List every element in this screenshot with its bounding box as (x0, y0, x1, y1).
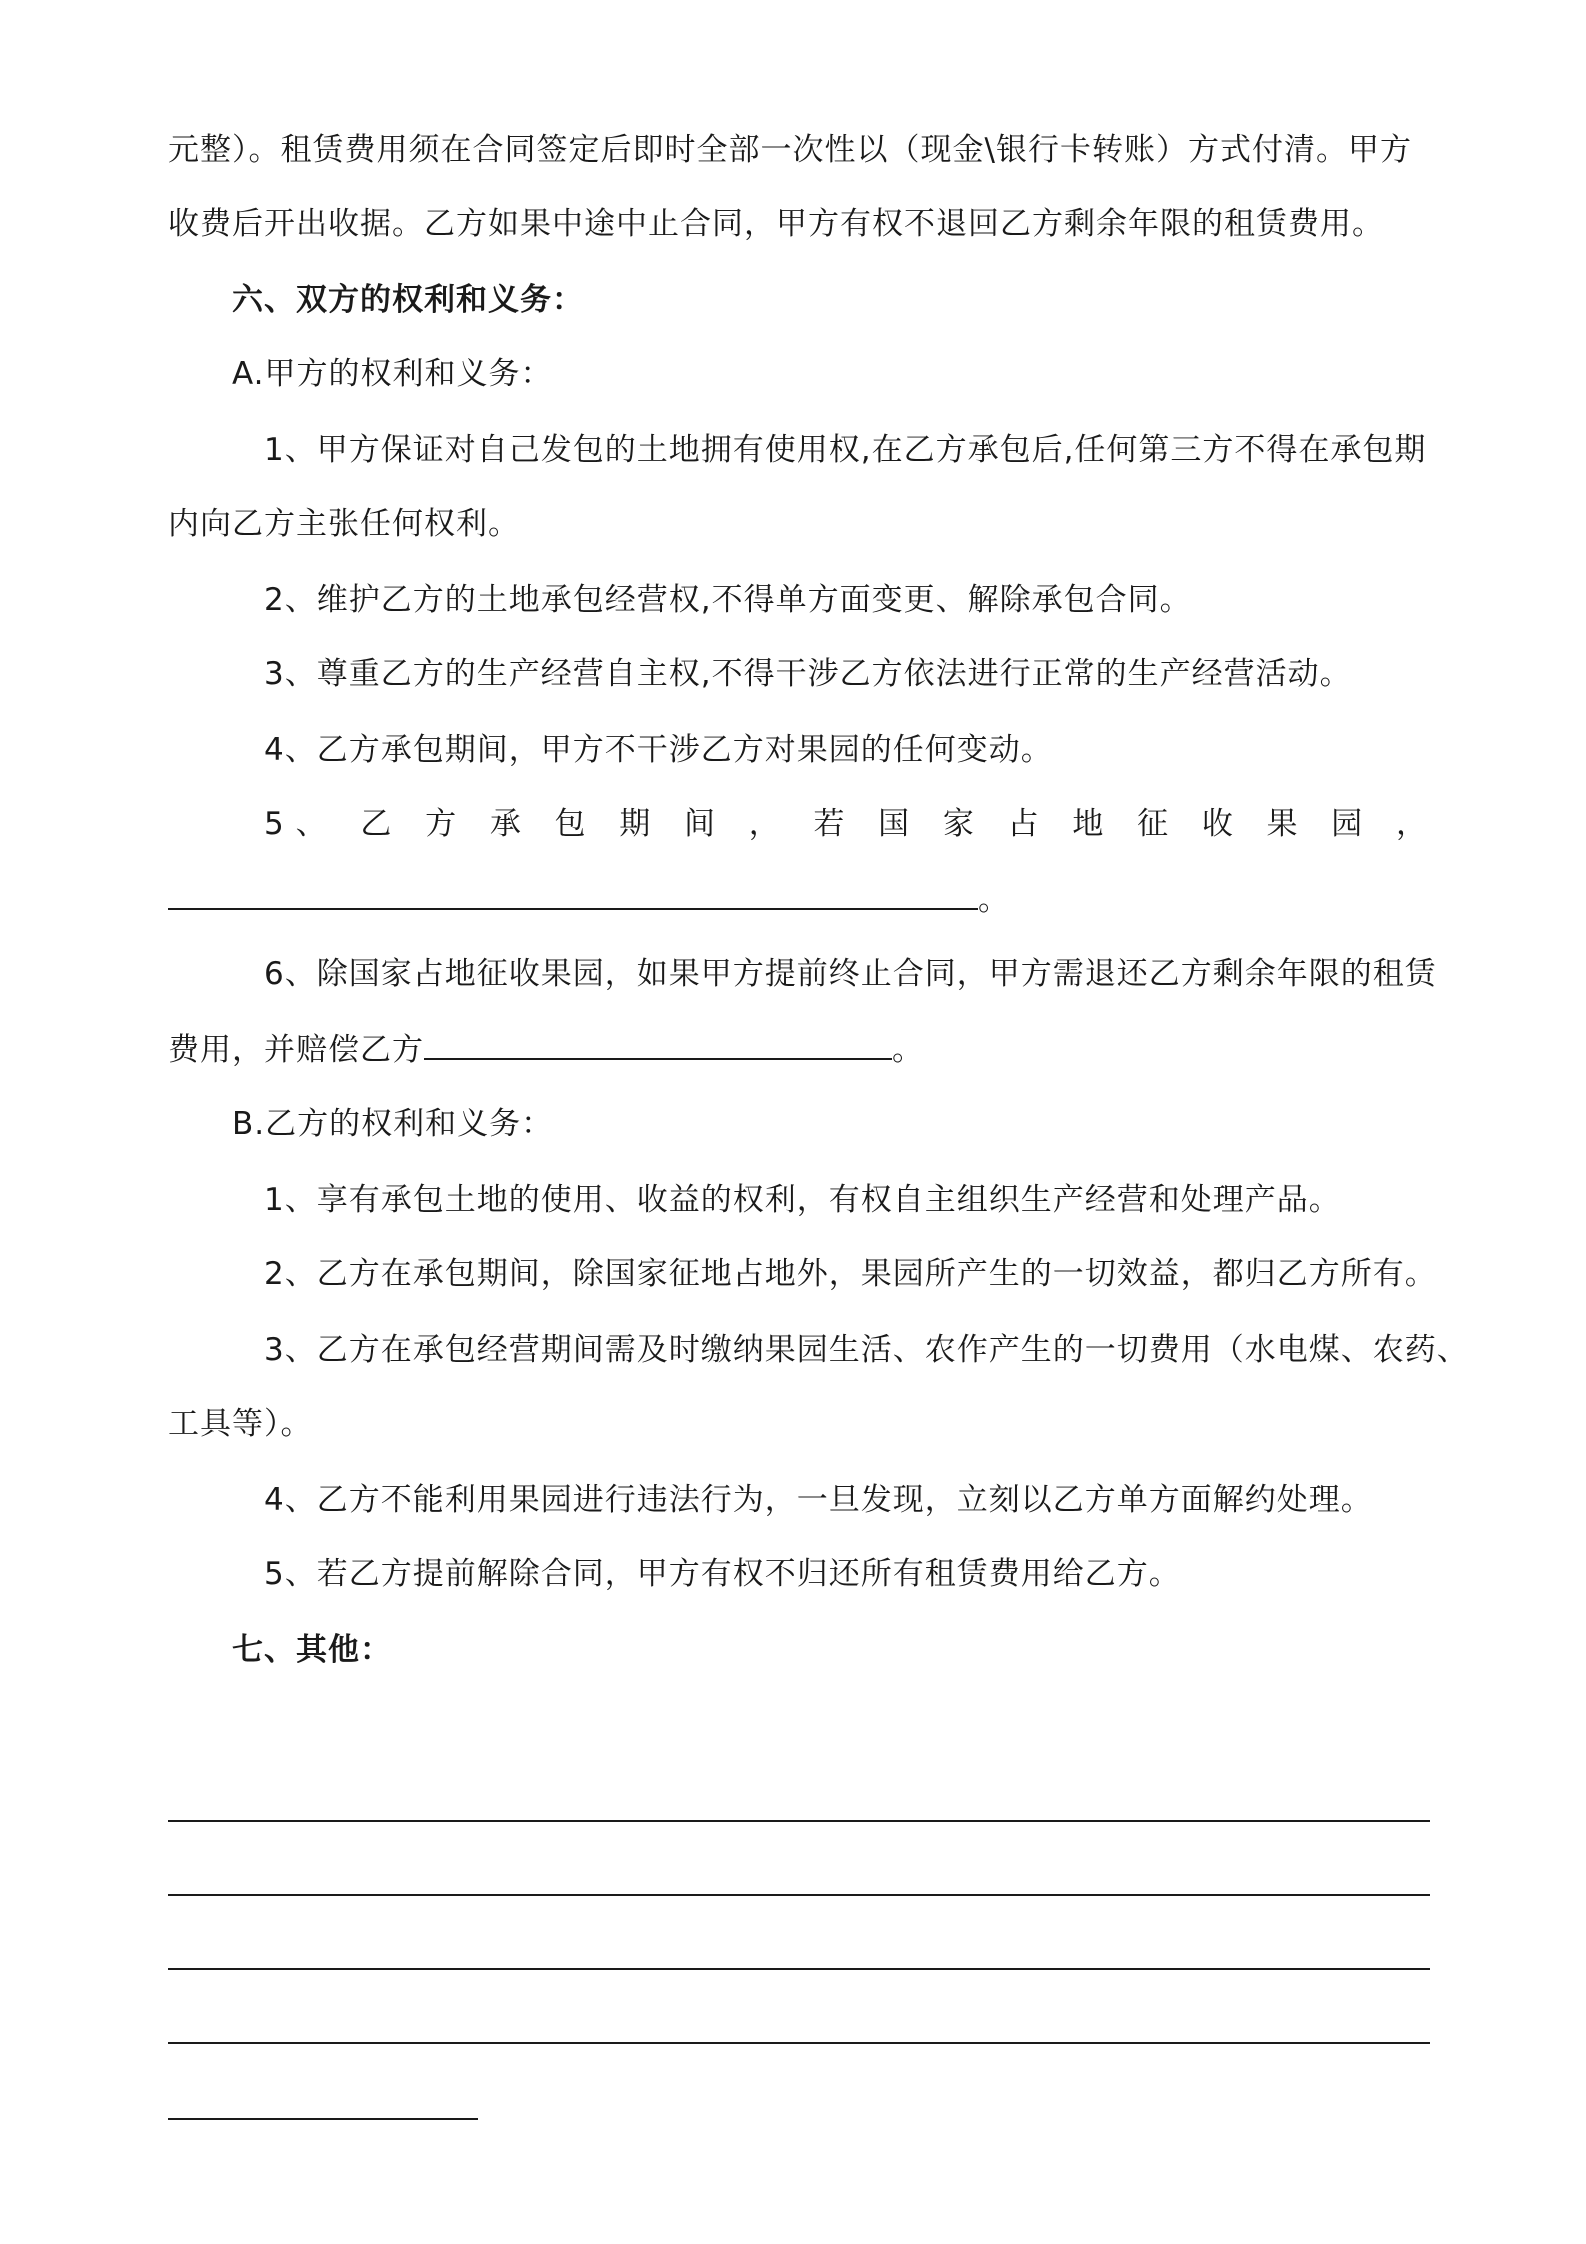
clause-a1-line-1: 1、甲方保证对自己发包的土地拥有使用权,在乙方承包后,任何第三方不得在承包期 (264, 432, 1427, 468)
writing-line[interactable] (168, 1894, 1430, 1896)
clause-b5: 5、若乙方提前解除合同，甲方有权不归还所有租赁费用给乙方。 (264, 1556, 1181, 1592)
writing-line[interactable] (168, 1968, 1430, 1970)
clause-a5-end: 。 (978, 882, 1010, 918)
clause-b3-line-1: 3、乙方在承包经营期间需及时缴纳果园生活、农作产生的一切费用（水电煤、农药、 (264, 1332, 1469, 1368)
section-6-title: 六、双方的权利和义务： (232, 282, 584, 318)
clause-a6-line-2 (168, 1028, 924, 1072)
clause-a6-line-1: 6、除国家占地征收果园，如果甲方提前终止合同，甲方需退还乙方剩余年限的租赁 (264, 956, 1437, 992)
fill-in-blank[interactable] (168, 878, 978, 910)
clause-a6-prefix: 费用，并赔偿乙方 (168, 1032, 424, 1068)
writing-line[interactable] (168, 2118, 478, 2120)
clause-a1-line-2: 内向乙方主张任何权利。 (168, 506, 520, 542)
intro-line-1: 元整）。租赁费用须在合同签定后即时全部一次性以（现金\银行卡转账）方式付清。甲方 (168, 132, 1412, 168)
clause-a2: 2、维护乙方的土地承包经营权,不得单方面变更、解除承包合同。 (264, 582, 1192, 618)
clause-a5-line-2 (168, 878, 1010, 922)
clause-b3-line-2: 工具等）。 (168, 1406, 313, 1442)
part-a-title: A.甲方的权利和义务： (232, 356, 553, 392)
writing-line[interactable] (168, 2042, 1430, 2044)
fill-in-blank[interactable] (424, 1028, 892, 1060)
clause-b4: 4、乙方不能利用果园进行违法行为，一旦发现，立刻以乙方单方面解约处理。 (264, 1482, 1373, 1518)
clause-a3: 3、尊重乙方的生产经营自主权,不得干涉乙方依法进行正常的生产经营活动。 (264, 656, 1352, 692)
clause-b2: 2、乙方在承包期间，除国家征地占地外，果园所产生的一切效益，都归乙方所有。 (264, 1256, 1437, 1292)
part-b-title: B.乙方的权利和义务： (232, 1106, 554, 1142)
clause-b1: 1、享有承包土地的使用、收益的权利，有权自主组织生产经营和处理产品。 (264, 1182, 1341, 1218)
intro-line-2: 收费后开出收据。乙方如果中途中止合同，甲方有权不退回乙方剩余年限的租赁费用。 (168, 206, 1384, 242)
clause-a5-line-1: 5、 乙 方 承 包 期 间 ， 若 国 家 占 地 征 收 果 园 ， (264, 806, 1428, 842)
clause-a6-end: 。 (892, 1032, 924, 1068)
section-7-title: 七、其他： (232, 1632, 392, 1668)
writing-line[interactable] (168, 1820, 1430, 1822)
clause-a4: 4、乙方承包期间，甲方不干涉乙方对果园的任何变动。 (264, 732, 1053, 768)
